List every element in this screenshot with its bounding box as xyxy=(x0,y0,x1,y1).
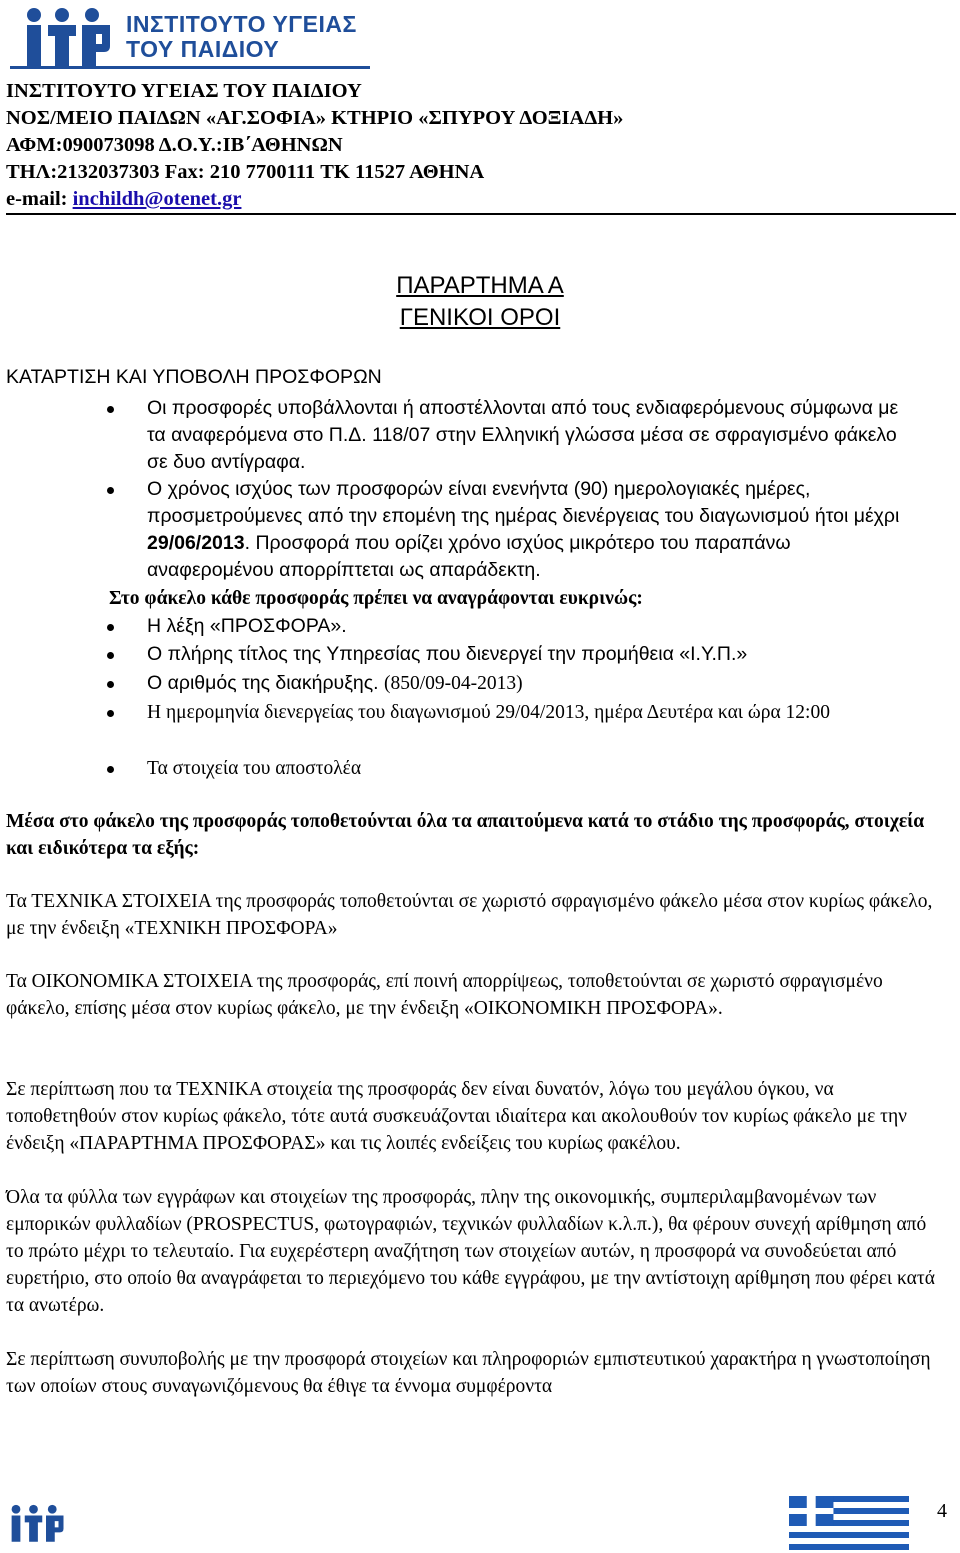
header-line-4: ΤΗΛ:2132037303 Fax: 210 7700111 ΤΚ 11527 ΑΘΗΝΑ xyxy=(6,161,485,183)
logo-wordmark xyxy=(126,12,357,62)
paragraph-contents: Μέσα στο φάκελο της προσφοράς τοποθετούνται όλα τα απαιτούμενα κατά το στάδιο της προσφοράς, στοιχεία και ειδικότερα τα εξής: xyxy=(6,811,925,859)
validity-date: 29/06/2013 xyxy=(147,532,245,554)
paragraph-financial: Τα ΟΙΚΟΝΟΜΙΚΑ ΣΤΟΙΧΕΙΑ της προσφοράς, επί ποινή απορρίψεως, τοποθετούνται σε χωριστό σφραγισμένο φάκελο, επίσης μέσα στον κυρίως φάκελο, με την ένδειξη «ΟΙΚΟΝΟΜΙΚΗ ΠΡΟΣΦΟΡΑ». xyxy=(6,971,883,1019)
list-item xyxy=(90,476,922,584)
list-item xyxy=(90,755,922,782)
institute-logo xyxy=(10,4,370,70)
paragraph-confidential: Σε περίπτωση συνυποβολής με την προσφορά στοιχείων και πληροφοριών εμπιστευτικού χαρακτήρα η γνωστοποίηση των οποίων στους συναγωνιζόμενους θα έθιγε τα έννομα συμφέροντα xyxy=(6,1349,931,1397)
bullet-icon xyxy=(107,487,114,494)
section-heading: ΚΑΤΑΡΤΙΣΗ ΚΑΙ ΥΠΟΒΟΛΗ ΠΡΟΣΦΟΡΩΝ xyxy=(6,366,382,388)
bullet-icon xyxy=(107,766,114,773)
list-item-text xyxy=(147,670,922,697)
list-item xyxy=(90,613,922,640)
tender-number-label: Ο αριθμός της διακήρυξης. xyxy=(147,672,385,694)
list-item xyxy=(90,641,922,668)
list-item-text: Η ημερομηνία διενεργείας του διαγωνισμού 29/04/2013, ημέρα Δευτέρα και ώρα 12:00 xyxy=(147,702,830,723)
paragraph-annex: Σε περίπτωση που τα ΤΕΧΝΙΚΑ στοιχεία της προσφοράς δεν είναι δυνατόν, λόγω του μεγάλου όγκου, να τοποθετηθούν στον κυρίως φάκελο, τότε αυτά συσκευάζονται ιδιαίτερα και ακολουθούν τον κυρίως φάκελο με την ένδειξη «ΠΑΡΑΡΤΗΜΑ ΠΡΟΣΦΟΡΑΣ» και τις λοιπές ενδείξεις του κυρίως φακέλου. xyxy=(6,1079,907,1154)
logo-line-2: ΤΟΥ ΠΑΙΔΙΟΥ xyxy=(126,36,280,62)
annex-title: ΠΑΡΑΡΤΗΜΑ Α xyxy=(396,272,564,299)
header-email-line xyxy=(6,186,241,213)
footer-logo-icon xyxy=(6,1498,66,1548)
header-line-3: ΑΦΜ:090073098 Δ.Ο.Υ.:ΙΒ΄ΑΘΗΝΩΝ xyxy=(6,134,343,156)
bullet-icon xyxy=(107,624,114,631)
envelope-heading: Στο φάκελο κάθε προσφοράς πρέπει να αναγράφονται ευκρινώς: xyxy=(109,588,643,609)
list-item-text: Οι προσφορές υποβάλλονται ή αποστέλλονται από τους ενδιαφερόμενους σύμφωνα με τα αναφερόμενα στο Π.Δ. 118/07 στην Ελληνική γλώσσα μέσα σε σφραγισμένο φάκελο σε δυο αντίγραφα. xyxy=(147,397,899,473)
list-item-text: Η λέξη «ΠΡΟΣΦΟΡΑ». xyxy=(147,615,347,637)
list-item-text: Ο πλήρης τίτλος της Υπηρεσίας που διενεργεί την προμήθεια «Ι.Υ.Π.» xyxy=(147,643,748,665)
list-item-text xyxy=(147,476,922,584)
list-item xyxy=(90,670,922,697)
annex-subtitle: ΓΕΝΙΚΟΙ ΟΡΟΙ xyxy=(399,304,561,331)
list-item xyxy=(90,395,922,476)
logo-line-1: ΙΝΣΤΙΤΟΥΤΟ ΥΓΕΙΑΣ xyxy=(126,11,357,37)
header-line-1: ΙΝΣΤΙΤΟΥΤΟ ΥΓΕΙΑΣ ΤΟΥ ΠΑΙΔΙΟΥ xyxy=(6,80,362,102)
paragraph-numbering: Όλα τα φύλλα των εγγράφων και στοιχείων της προσφοράς, πλην της οικονομικής, συμπεριλαμβανομένων των εμπορικών φυλλαδίων (PROSPECTUS, φωτογραφιών, τεχνικών φυλλαδίων κ.λ.π.), θα φέρουν συνεχή αρίθμηση από το πρώτο μέχρι το τελευταίο. Για ευχερέστερη αναζήτηση των στοιχείων αυτών, η προσφορά να συνοδεύεται από ευρετήριο, στο οποίο θα αναγράφεται το περιεχόμενο του κάθε εγγράφου, με την αντίστοιχη αρίθμηση που φέρει κατά τα ανωτέρω. xyxy=(6,1187,935,1316)
bullet-icon xyxy=(107,406,114,413)
list-item-text: Τα στοιχεία του αποστολέα xyxy=(147,758,362,779)
email-link[interactable]: inchildh@otenet.gr xyxy=(72,188,242,210)
bullet-icon xyxy=(107,652,114,659)
bullet-icon xyxy=(107,710,114,717)
tender-number: (850/09-04-2013) xyxy=(384,673,523,694)
validity-text: Ο χρόνος ισχύος των προσφορών είναι ενενήντα (90) ημερολογιακές ημέρες, προσμετρούμενες από την επομένη της ημέρας διενέργειας του διαγωνισμού ήτοι μέχρι xyxy=(147,478,900,527)
validity-text-end: . Προσφορά που ορίζει χρόνο ισχύος μικρότερο του παραπάνω αναφερομένου απορρίπτεται ως απαράδεκτη. xyxy=(147,532,791,581)
email-label: e-mail: xyxy=(6,188,73,210)
bullet-icon xyxy=(107,681,114,688)
logo-underline xyxy=(10,66,370,69)
ich-logo-icon xyxy=(18,6,114,68)
paragraph-technical: Τα ΤΕΧΝΙΚΑ ΣΤΟΙΧΕΙΑ της προσφοράς τοποθετούνται σε χωριστό σφραγισμένο φάκελο μέσα στον κυρίως φάκελο, με την ένδειξη «ΤΕΧΝΙΚΗ ΠΡΟΣΦΟΡΑ» xyxy=(6,891,933,939)
greek-flag-icon xyxy=(789,1496,909,1550)
list-item xyxy=(90,699,922,726)
header-line-2: ΝΟΣ/ΜΕΙΟ ΠΑΙΔΩΝ «ΑΓ.ΣΟΦΙΑ» ΚΤΗΡΙΟ «ΣΠΥΡΟΥ ΔΟΞΙΑΔΗ» xyxy=(6,107,624,129)
header-divider xyxy=(6,213,956,215)
page-number: 4 xyxy=(937,1500,947,1522)
